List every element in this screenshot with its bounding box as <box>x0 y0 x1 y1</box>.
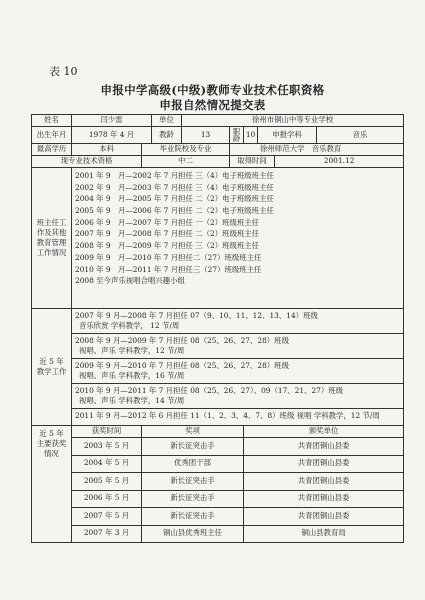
award-row <box>32 455 404 473</box>
award-name: 新长征突击手 <box>142 438 244 456</box>
teaching-line: 音乐欣赏 学科教学， 12 节/周 <box>79 321 180 330</box>
name-label: 姓名 <box>32 115 72 127</box>
form-title: 申报中学高级(中级)教师专业技术任职资格 <box>100 83 325 97</box>
teaching-line: 2011 年 9 月—2012 年 6 月担任 11（1、2、3、4、7、8）班级 视唱 学科教学，12 节/周 <box>75 410 380 420</box>
teaching-blocks <box>72 309 403 423</box>
award-time: 2007 年 3 月 <box>72 525 142 543</box>
teaching-line: 视唱、声乐 学科教学，16 节/周 <box>79 371 185 380</box>
teaching-block <box>72 384 403 409</box>
teaching-line: 2008 年 9 月—2009 年 7 月担任 08（25、26、27、28）班级 <box>75 335 289 345</box>
award-time: 2003 年 5 月 <box>72 438 142 456</box>
edu-label: 最高学历 <box>32 144 72 156</box>
award-row <box>32 525 404 543</box>
headteacher-line: 2002 年 9 月—2003 年 7 月担任 三（4）电子班级班主任 <box>75 182 274 192</box>
award-name: 铜山县优秀班主任 <box>142 525 244 543</box>
unit-value: 徐州市铜山中等专业学校 <box>182 115 404 127</box>
award-unit: 共青团铜山县委 <box>244 455 404 473</box>
award-name: 新长征突击手 <box>142 490 244 508</box>
birth-value: 1978 年 4 月 <box>72 127 152 144</box>
award-row <box>32 490 404 508</box>
teaching-label: 近 5 年教学工作 <box>32 309 72 426</box>
award-time: 2004 年 5 月 <box>72 455 142 473</box>
teaching-line: 2010 年 9 月—2011 年 7 月担任 08（25、26、27）、09（17、21、27）班级 <box>75 385 344 395</box>
row-name-unit <box>32 115 404 127</box>
teaching-block-cell <box>72 384 403 409</box>
subject-value: 音乐 <box>317 127 404 144</box>
award-unit: 共青团铜山县委 <box>244 490 404 508</box>
teaching-block-cell <box>72 334 403 359</box>
teaching-block <box>72 309 403 334</box>
qual-label: 现专业技术资格 <box>32 156 142 168</box>
teaching-block-cell <box>72 409 403 424</box>
teaching-line: 2009 年 9 月—2010 年 7 月担任 08（25、26、27、28）班级 <box>75 360 289 370</box>
title-age-value: 10 <box>244 127 258 144</box>
teaching-block <box>72 359 403 384</box>
headteacher-line: 2001 年 9 月—2002 年 7 月担任 三（4）电子班级班主任 <box>75 171 274 180</box>
headteacher-line: 2008 至今声乐视唱合唱兴趣小组 <box>75 276 185 286</box>
application-form-table <box>31 114 404 543</box>
award-name: 新长征突击手 <box>142 473 244 491</box>
headteacher-line: 2007 年 9 月—2008 年 7 月担任 二（2）班级班主任 <box>75 229 260 239</box>
row-headteacher <box>32 168 404 309</box>
headteacher-lines <box>72 168 404 309</box>
row-teaching <box>32 309 404 426</box>
name-value: 闫少雷 <box>72 115 152 127</box>
headteacher-label: 班主任工作及其他教育管理工作情况 <box>32 168 72 309</box>
award-unit: 共青团铜山县委 <box>244 438 404 456</box>
headteacher-line: 2004 年 9 月—2005 年 7 月担任 二（2）电子班级班主任 <box>75 194 274 204</box>
awards-header-row <box>32 426 404 438</box>
award-time: 2007 年 5 月 <box>72 508 142 526</box>
teaching-block <box>72 334 403 359</box>
award-row <box>32 508 404 526</box>
teaching-block-cell <box>72 309 403 334</box>
award-name: 优秀团干部 <box>142 455 244 473</box>
headteacher-line: 2005 年 9 月—2006 年 7 月担任 二（2）电子班级班主任 <box>75 206 274 216</box>
school-label: 毕业院校及专业 <box>142 144 230 156</box>
awards-col-unit: 颁奖单位 <box>244 426 404 438</box>
awards-col-award: 奖项 <box>142 426 244 438</box>
teaching-block-cell <box>72 359 403 384</box>
teaching-line: 视唱、声乐 学科教学，14 节/周 <box>79 396 185 405</box>
headteacher-line: 2006 年 9 月—2007 年 7 月担任 一（2）班级班主任 <box>75 217 260 227</box>
award-unit: 铜山县教育局 <box>244 525 404 543</box>
award-row <box>32 473 404 491</box>
award-unit: 共青团铜山县委 <box>244 508 404 526</box>
qual-time-label: 取得时间 <box>230 156 275 168</box>
unit-label: 单位 <box>152 115 182 127</box>
headteacher-line: 2010 年 9 月—2011 年 7 月担任三（27）班级班主任 <box>75 264 262 274</box>
award-row <box>32 438 404 456</box>
table-number: 表 10 <box>49 65 78 78</box>
row-education <box>32 144 404 156</box>
headteacher-line: 2009 年 9 月—2010 年 7 月担任二（27）班级班主任 <box>75 252 262 262</box>
award-time: 2006 年 5 月 <box>72 490 142 508</box>
teach-age-label: 教龄 <box>152 127 182 144</box>
award-name: 新长征突击手 <box>142 508 244 526</box>
birth-label: 出生年月 <box>32 127 72 144</box>
award-time: 2005 年 5 月 <box>72 473 142 491</box>
headteacher-line: 2008 年 9 月—2009 年 7 月担任 三（2）班级班主任 <box>75 241 260 251</box>
row-qualification <box>32 156 404 168</box>
school-value: 徐州师范大学 音乐教育 <box>230 144 404 156</box>
awards-label: 近 5 年主要获奖情况 <box>32 426 72 543</box>
teaching-line: 视唱、声乐 学科教学，12 节/周 <box>79 346 185 355</box>
subject-label: 申报学科 <box>258 127 317 144</box>
awards-col-time: 获奖时间 <box>72 426 142 438</box>
qual-value: 中二 <box>142 156 230 168</box>
form-subtitle: 申报自然情况提交表 <box>159 98 266 112</box>
row-birth <box>32 127 404 144</box>
edu-value: 本科 <box>72 144 142 156</box>
teaching-line: 2007 年 9 月—2008 年 7 月担任 07（9、10、11、12、13、14）班级 <box>75 310 318 320</box>
qual-time-value: 2001.12 <box>275 156 404 168</box>
award-unit: 共青团铜山县委 <box>244 473 404 491</box>
teaching-cell <box>72 309 404 426</box>
title-age-label: 职龄 <box>230 127 244 144</box>
teaching-block <box>72 409 403 424</box>
teach-age-value: 13 <box>182 127 230 144</box>
